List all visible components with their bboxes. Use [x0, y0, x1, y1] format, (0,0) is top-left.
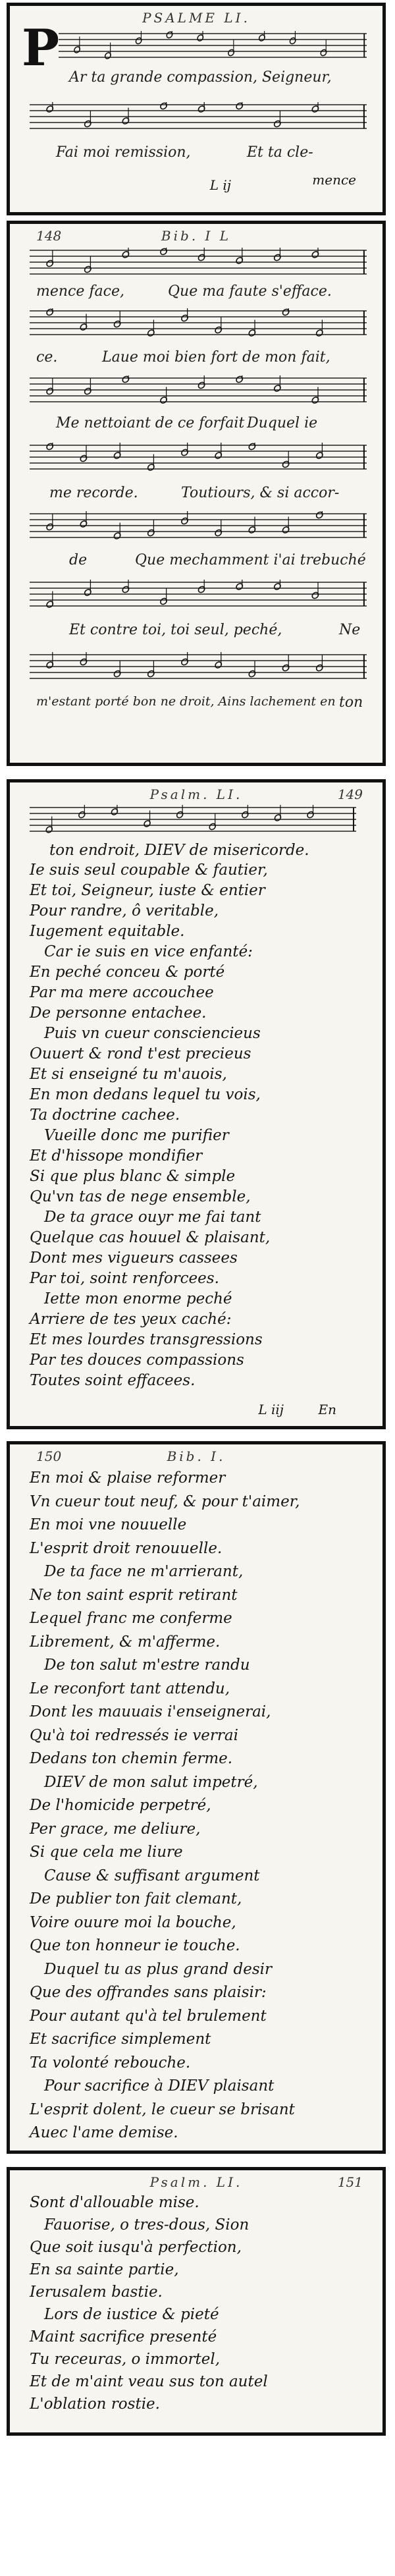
verse-line: Par ma mere accouchee [30, 984, 214, 1001]
lyric-text: m'estant porté bon ne droit, Ains lachement en [36, 694, 336, 709]
running-title: Bib. I. [167, 1448, 226, 1464]
page-header [10, 228, 382, 245]
verse-line: En sa sainte partie, [30, 2261, 179, 2278]
lyric-text: mence face, [36, 283, 124, 300]
verse-line: Pour autant qu'à tel brulement [30, 2007, 267, 2025]
verse-line: Iette mon enorme peché [44, 1290, 232, 1307]
catchword: En [318, 1402, 336, 1417]
page-header [10, 786, 382, 804]
staff-drawing [30, 308, 367, 337]
verse-line: En mon dedans lequel tu vois, [30, 1086, 261, 1103]
lyric-text: Que mechamment i'ai trebuché [135, 552, 366, 568]
lyric-text: Me nettoiant de ce forfait [56, 415, 245, 431]
verse-line: En moi vne nouuelle [30, 1516, 187, 1533]
verse-line: Et de m'aint veau sus ton autel [30, 2373, 268, 2390]
verse-line: De ta grace ouyr me fai tant [44, 1209, 261, 1226]
signature-mark: L iij [258, 1402, 284, 1417]
verse-line: Dont mes vigueurs cassees [30, 1249, 238, 1267]
verse-line: Si que plus blanc & simple [30, 1168, 236, 1185]
verse-line: Le reconfort tant attendu, [30, 1680, 230, 1697]
staff-drawing [30, 248, 367, 277]
verse-line: Fauorise, o tres-dous, Sion [44, 2216, 250, 2233]
lyric-line [30, 349, 367, 369]
verse-line: Dedans ton chemin ferme. [30, 1750, 233, 1767]
lyric-text: me recorde. [49, 485, 138, 501]
verse-line: Pour randre, ô veritable, [30, 902, 219, 919]
verse-line: Voire ouure moi la bouche, [30, 1913, 236, 1931]
lyric-line [30, 485, 367, 505]
page-5 [7, 2167, 386, 2436]
running-title: Psalm. LI. [149, 786, 243, 802]
lyric-text: Et ta cle- [247, 144, 313, 161]
verse-line: Ta doctrine cachee. [30, 1107, 180, 1124]
verse-line: Ouuert & rond t'est precieus [30, 1045, 251, 1062]
verse-line: Quelque cas houuel & plaisant, [30, 1229, 271, 1246]
staff-drawing [30, 102, 367, 131]
music-staff [30, 580, 367, 609]
verse-line: Car ie suis en vice enfanté: [44, 943, 253, 960]
running-title: Psalm. LI. [149, 2174, 243, 2190]
music-staff [30, 443, 367, 472]
lyric-line [30, 144, 367, 164]
page-4 [7, 1441, 386, 2154]
verse-line: Par tes douces compassions [30, 1352, 244, 1369]
verse-line: Qu'vn tas de nege ensemble, [30, 1188, 251, 1205]
verse-line: Vn cueur tout neuf, & pour t'aimer, [30, 1493, 300, 1510]
verse-line: Tu receuras, o immortel, [30, 2351, 221, 2368]
folio-number: 150 [36, 1448, 62, 1464]
lyric-text: ce. [36, 349, 58, 366]
verse-line: Auec l'ame demise. [30, 2124, 178, 2141]
lyric-text: Ar ta grande compassion, Seigneur, [69, 69, 332, 86]
verse-line: Per grace, me deliure, [30, 1820, 201, 1838]
lyric-text: de [69, 552, 88, 568]
verse-line: DIEV de mon salut impetré, [44, 1773, 258, 1791]
verse-line: Et si enseigné tu m'auois, [30, 1066, 227, 1083]
lyric-text: Que ma faute s'efface. [168, 283, 332, 300]
verse-line: Pour sacrifice à DIEV plaisant [44, 2077, 275, 2095]
staff-drawing [30, 375, 367, 404]
music-staff [59, 31, 367, 60]
folio-number: 148 [36, 228, 62, 244]
verse-line: Et mes lourdes transgressions [30, 1331, 263, 1348]
page-2 [7, 221, 386, 766]
verse-line: Lors de iustice & pieté [44, 2306, 219, 2323]
folio-number: 151 [337, 2174, 363, 2190]
verse-line: Dont les mauuais i'enseignerai, [30, 1703, 271, 1720]
verse-line: Lequel franc me conferme [30, 1610, 232, 1627]
music-staff [30, 652, 367, 681]
lyric-line [30, 69, 367, 89]
verse-line: Ierusalem bastie. [30, 2284, 163, 2301]
verse-line: L'esprit dolent, le cueur se brisant [30, 2100, 295, 2118]
music-staff [30, 511, 367, 540]
music-staff [30, 102, 367, 131]
verse-line: Qu'à toi redressés ie verrai [30, 1726, 238, 1744]
lyric-line [30, 622, 367, 642]
verse-line: En peché conceu & porté [30, 964, 225, 981]
verse-line: Ie suis seul coupable & fautier, [30, 862, 268, 879]
page-3 [7, 779, 386, 1429]
staff-drawing [59, 31, 367, 60]
verse-line: Duquel tu as plus grand desir [44, 1960, 273, 1978]
verse-line: Toutes soint effacees. [30, 1372, 196, 1389]
page-header [10, 2174, 382, 2191]
verse-line: Maint sacrifice presenté [30, 2328, 217, 2345]
staff-drawing [30, 580, 367, 609]
staff-drawing [30, 511, 367, 540]
verse-line: De publier ton fait clemant, [30, 1890, 242, 1907]
verse-line: Par toi, soint renforcees. [30, 1270, 219, 1287]
lyric-text: Toutiours, & si accor- [181, 485, 340, 501]
lyric-line [30, 694, 367, 714]
verse-line: De ta face ne m'arrierant, [44, 1563, 244, 1580]
music-staff [30, 308, 367, 337]
verse-line: En moi & plaise reformer [30, 1469, 226, 1487]
verse-line: Arriere de tes yeux caché: [30, 1311, 232, 1328]
music-staff [30, 375, 367, 404]
verse-line: L'oblation rostie. [30, 2396, 160, 2413]
verse-line: Que ton honneur ie touche. [30, 1937, 240, 1954]
verse-line: Cause & suffisant argument [44, 1867, 260, 1884]
music-staff [30, 248, 367, 277]
lyric-text: Ne [339, 622, 361, 638]
verse-line: Puis vn cueur consciencieus [44, 1025, 261, 1042]
verse-line: Si que cela me liure [30, 1844, 183, 1861]
running-title: Bib. I L [161, 228, 232, 244]
staff-drawing [30, 652, 367, 681]
verse-line: Et sacrifice simplement [30, 2031, 211, 2048]
folio-number: 149 [337, 786, 363, 802]
verse-line: De personne entachee. [30, 1004, 207, 1022]
page-header [10, 1448, 382, 1466]
verse-line: Iugement equitable. [30, 923, 185, 940]
verse-line: Ta volonté rebouche. [30, 2054, 191, 2071]
lyric-text: Duquel ie [247, 415, 318, 431]
verse-line: Sont d'allouable mise. [30, 2194, 199, 2211]
verse-line: Librement, & m'afferme. [30, 1633, 221, 1651]
page-1 [7, 3, 386, 215]
verse-line: Ne ton saint esprit retirant [30, 1586, 238, 1604]
verse-line: Que des offrandes sans plaisir: [30, 1984, 267, 2001]
page-header [10, 10, 382, 27]
staff-drawing [30, 805, 356, 834]
signature-mark: L ij [209, 177, 231, 193]
verse-line: L'esprit droit renouuelle. [30, 1539, 223, 1557]
music-staff [30, 805, 356, 834]
lyric-text: Laue moi bien fort de mon fait, [102, 349, 330, 366]
verse-line: De l'homicide perpetré, [30, 1797, 211, 1814]
verse-line: Vueille donc me purifier [44, 1127, 229, 1144]
running-title: PSALME LI. [142, 10, 250, 26]
verse-line: Et d'hissope mondifier [30, 1147, 203, 1165]
staff-drawing [30, 443, 367, 472]
verse-line: Que soit iusqu'à perfection, [30, 2239, 242, 2256]
verse-line: Et toi, Seigneur, iuste & entier [30, 882, 265, 899]
lyric-text: Et contre toi, toi seul, peché, [69, 622, 282, 638]
verse-line: De ton salut m'estre randu [44, 1657, 250, 1674]
lyric-line [30, 415, 367, 435]
verse-line: ton endroit, DIEV de misericorde. [49, 842, 309, 859]
lyric-text: Fai moi remission, [56, 144, 191, 161]
lyric-line [30, 283, 367, 303]
lyric-text: ton [339, 694, 363, 711]
initial-letter: P [22, 18, 60, 77]
catchword: mence [312, 172, 356, 188]
lyric-line [30, 552, 367, 572]
